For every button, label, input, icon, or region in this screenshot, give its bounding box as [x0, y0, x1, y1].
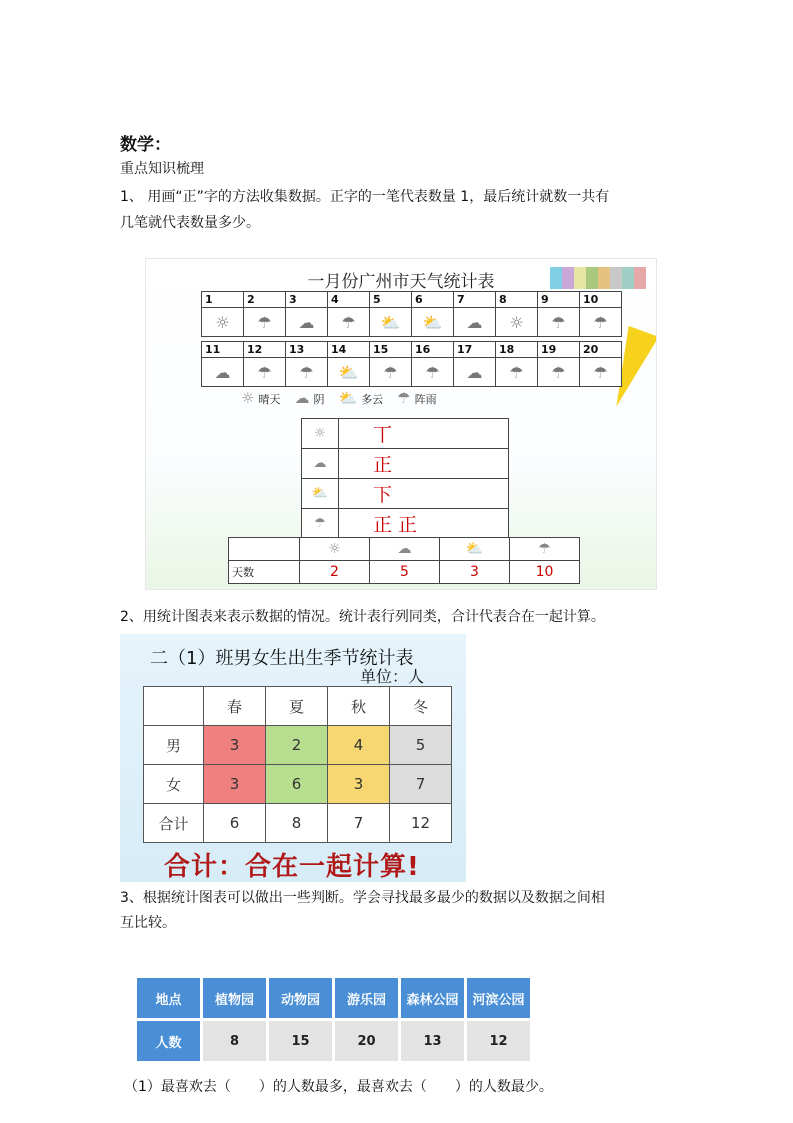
rain-icon: ☂	[538, 358, 580, 387]
days-value: 2	[300, 561, 370, 584]
partly-cloudy-icon: ⛅	[328, 358, 370, 387]
mosaic-tile	[574, 267, 586, 289]
days-table	[228, 537, 580, 584]
days-corner	[229, 538, 300, 561]
sun-icon: ☼	[300, 538, 370, 561]
season-row-label: 合计	[144, 804, 204, 843]
calendar-day: 17	[454, 342, 496, 358]
calendar-day: 6	[412, 292, 454, 308]
cloud-icon: ☁	[294, 389, 310, 407]
cloud-icon: ☁	[454, 358, 496, 387]
calendar-day: 14	[328, 342, 370, 358]
rain-icon: ☂	[510, 538, 580, 561]
calendar-day: 3	[286, 292, 328, 308]
calendar-day: 11	[202, 342, 244, 358]
calendar-day: 7	[454, 292, 496, 308]
tally-row	[302, 419, 509, 449]
calendar-table-2	[201, 341, 622, 387]
places-header-cell: 植物园	[203, 978, 266, 1018]
partly-cloudy-icon: ⛅	[412, 308, 454, 337]
places-value-cell: 12	[467, 1021, 530, 1061]
calendar-day: 15	[370, 342, 412, 358]
legend-label: 晴天	[258, 393, 281, 406]
legend-label: 阵雨	[414, 393, 437, 406]
places-row-label: 人数	[137, 1021, 200, 1061]
season-header-row	[144, 687, 452, 726]
season-row-label: 男	[144, 726, 204, 765]
tally-marks: 正	[339, 449, 509, 479]
partly-cloudy-icon: ⛅	[440, 538, 510, 561]
season-figure-title: 二（1）班男女生出生季节统计表	[150, 648, 414, 669]
partly-cloudy-icon: ⛅	[370, 308, 412, 337]
rain-icon: ☂	[412, 358, 454, 387]
cloud-icon: ☁	[370, 538, 440, 561]
season-column-header: 春	[204, 687, 266, 726]
season-cell: 6	[266, 765, 328, 804]
mosaic-tile	[562, 267, 574, 289]
mosaic-tile	[610, 267, 622, 289]
cloud-icon: ☁	[202, 358, 244, 387]
tally-marks: 丅	[339, 419, 509, 449]
tally-table	[301, 418, 509, 539]
question-1: （1）最喜欢去（ ）的人数最多，最喜欢去（ ）的人数最少。	[124, 1079, 553, 1095]
rain-icon: ☂	[328, 308, 370, 337]
season-row	[144, 726, 452, 765]
calendar-day: 1	[202, 292, 244, 308]
places-value-row	[137, 1021, 530, 1061]
rain-icon: ☂	[538, 308, 580, 337]
calendar-day: 20	[580, 342, 622, 358]
sun-icon: ☼	[202, 308, 244, 337]
season-cell: 6	[204, 804, 266, 843]
season-cell: 3	[328, 765, 390, 804]
subheading: 重点知识梳理	[120, 161, 204, 177]
season-slogan: 合计：合在一起计算!	[164, 852, 420, 882]
section-heading: 数学：	[120, 135, 171, 155]
rain-icon: ☂	[496, 358, 538, 387]
calendar-day: 12	[244, 342, 286, 358]
tally-row	[302, 479, 509, 509]
point2-text: 2、用统计图表来表示数据的情况。统计表行列同类，合计代表合在一起计算。	[120, 609, 605, 625]
season-figure	[120, 634, 466, 882]
cloud-icon: ☁	[286, 308, 328, 337]
places-value-cell: 15	[269, 1021, 332, 1061]
places-header-cell: 游乐园	[335, 978, 398, 1018]
season-cell: 7	[390, 765, 452, 804]
season-cell: 5	[390, 726, 452, 765]
pixelated-logo	[550, 267, 646, 289]
partly-cloudy-icon: ⛅	[302, 479, 339, 509]
calendar-day: 8	[496, 292, 538, 308]
tally-marks: 正 正	[339, 509, 509, 539]
point1-line1: 1、 用画“正”字的方法收集数据。正字的一笔代表数量 1，最后统计就数一共有	[120, 189, 610, 205]
sun-icon: ☼	[302, 419, 339, 449]
point1-line2: 几笔就代表数量多少。	[120, 215, 260, 231]
places-header-cell: 河滨公园	[467, 978, 530, 1018]
mosaic-tile	[550, 267, 562, 289]
season-cell: 3	[204, 765, 266, 804]
places-header-cell: 动物园	[269, 978, 332, 1018]
cloud-icon: ☁	[454, 308, 496, 337]
legend-label: 多云	[361, 393, 384, 406]
places-header-cell: 地点	[137, 978, 200, 1018]
calendar-day: 16	[412, 342, 454, 358]
legend-item	[338, 389, 384, 407]
season-column-header: 秋	[328, 687, 390, 726]
season-row-label: 女	[144, 765, 204, 804]
tally-marks: 下	[339, 479, 509, 509]
season-cell: 2	[266, 726, 328, 765]
legend-item	[294, 389, 325, 407]
tally-row	[302, 509, 509, 539]
days-value: 5	[370, 561, 440, 584]
season-cell: 4	[328, 726, 390, 765]
season-cell: 3	[204, 726, 266, 765]
calendar-day: 10	[580, 292, 622, 308]
point3-line1: 3、根据统计图表可以做出一些判断。学会寻找最多最少的数据以及数据之间相	[120, 890, 605, 906]
calendar-day: 2	[244, 292, 286, 308]
places-header-cell: 森林公园	[401, 978, 464, 1018]
calendar-day: 18	[496, 342, 538, 358]
mosaic-tile	[586, 267, 598, 289]
rain-icon: ☂	[286, 358, 328, 387]
calendar-day: 19	[538, 342, 580, 358]
calendar-day: 4	[328, 292, 370, 308]
tally-row	[302, 449, 509, 479]
season-column-header: 夏	[266, 687, 328, 726]
mosaic-tile	[598, 267, 610, 289]
season-table	[143, 686, 452, 843]
rain-icon: ☂	[580, 308, 622, 337]
season-row	[144, 804, 452, 843]
season-figure-unit: 单位：人	[359, 667, 424, 686]
weather-legend	[241, 389, 451, 407]
places-header-row	[137, 978, 530, 1018]
weather-figure-title: 一月份广州市天气统计表	[307, 272, 495, 292]
season-row	[144, 765, 452, 804]
legend-item	[241, 389, 281, 407]
rain-icon: ☂	[580, 358, 622, 387]
season-column-header: 冬	[390, 687, 452, 726]
rain-icon: ☂	[370, 358, 412, 387]
sun-icon: ☼	[496, 308, 538, 337]
rain-icon: ☂	[244, 308, 286, 337]
partly-cloudy-icon: ⛅	[338, 389, 358, 407]
cloud-icon: ☁	[302, 449, 339, 479]
days-value: 10	[510, 561, 580, 584]
calendar-day: 13	[286, 342, 328, 358]
season-cell: 8	[266, 804, 328, 843]
rain-icon: ☂	[397, 389, 411, 407]
season-cell: 7	[328, 804, 390, 843]
rain-icon: ☂	[244, 358, 286, 387]
season-corner	[144, 687, 204, 726]
mosaic-tile	[634, 267, 646, 289]
sun-icon: ☼	[241, 389, 255, 407]
calendar-day: 5	[370, 292, 412, 308]
season-cell: 12	[390, 804, 452, 843]
calendar-table-1	[201, 291, 622, 337]
mosaic-tile	[622, 267, 634, 289]
point3-line2: 互比较。	[120, 915, 176, 931]
places-value-cell: 20	[335, 1021, 398, 1061]
rain-icon: ☂	[302, 509, 339, 539]
calendar-day: 9	[538, 292, 580, 308]
places-value-cell: 8	[203, 1021, 266, 1061]
days-value: 3	[440, 561, 510, 584]
legend-label: 阴	[313, 393, 325, 406]
legend-item	[397, 389, 437, 407]
places-table	[134, 975, 533, 1064]
places-value-cell: 13	[401, 1021, 464, 1061]
days-label: 天数	[229, 561, 300, 584]
weather-figure	[145, 258, 657, 590]
